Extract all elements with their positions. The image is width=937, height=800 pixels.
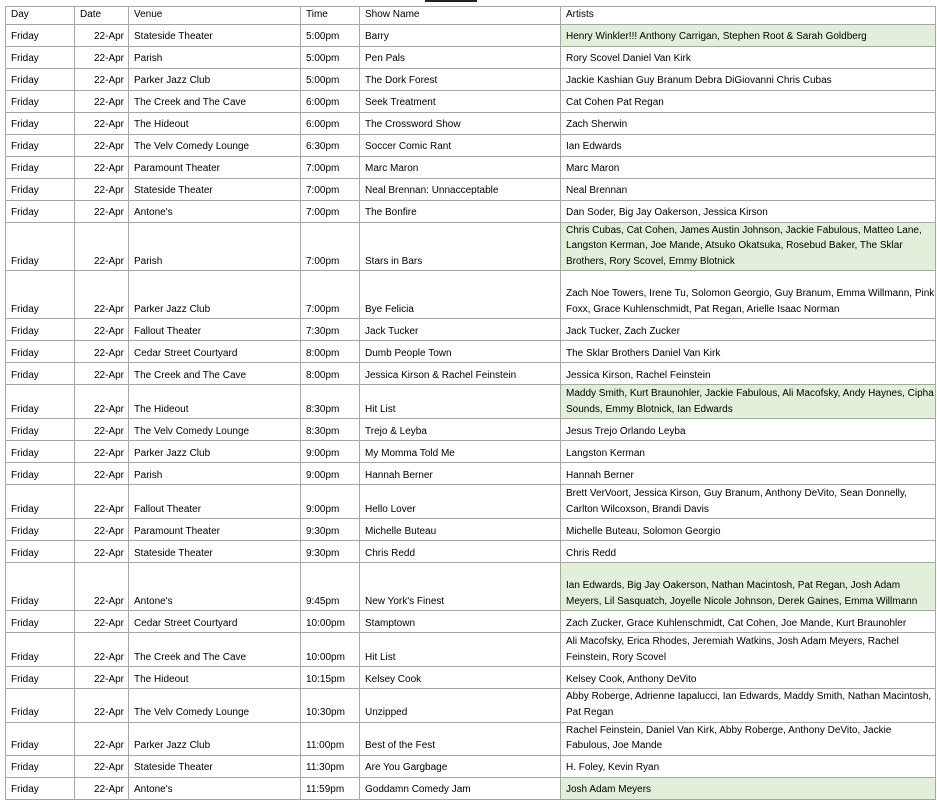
table-row [6, 319, 936, 341]
table-row [6, 689, 936, 722]
cell-date[interactable]: 22-Apr [75, 271, 129, 319]
cell-venue[interactable]: Paramount Theater [129, 519, 301, 541]
cell-date[interactable]: 22-Apr [75, 541, 129, 563]
cell-show-name[interactable]: The Dork Forest [360, 68, 561, 90]
cell-venue[interactable]: The Velv Comedy Lounge [129, 134, 301, 156]
cell-day[interactable]: Friday [6, 633, 75, 667]
cell-artists[interactable]: Hannah Berner [561, 463, 936, 485]
cell-venue[interactable]: Parish [129, 463, 301, 485]
table-row [6, 667, 936, 689]
table-row [6, 200, 936, 222]
cell-date[interactable]: 22-Apr [75, 441, 129, 463]
cell-show-name[interactable]: Marc Maron [360, 156, 561, 178]
cell-venue[interactable]: The Velv Comedy Lounge [129, 419, 301, 441]
cell-venue[interactable]: The Creek and The Cave [129, 90, 301, 112]
cell-date[interactable]: 22-Apr [75, 519, 129, 541]
cell-artists[interactable]: Jessica Kirson, Rachel Feinstein [561, 363, 936, 385]
cell-artists[interactable]: Chris Redd [561, 541, 936, 563]
cell-artists[interactable]: Cat Cohen Pat Regan [561, 90, 936, 112]
table-row [6, 755, 936, 777]
cell-time[interactable]: 6:00pm [301, 112, 360, 134]
cell-show-name[interactable]: The Bonfire [360, 200, 561, 222]
cell-time[interactable]: 8:30pm [301, 419, 360, 441]
cell-day[interactable]: Friday [6, 90, 75, 112]
cell-day[interactable]: Friday [6, 363, 75, 385]
cell-date[interactable]: 22-Apr [75, 134, 129, 156]
table-row [6, 134, 936, 156]
table-row [6, 463, 936, 485]
cell-time[interactable]: 7:00pm [301, 222, 360, 271]
cell-time[interactable]: 8:30pm [301, 385, 360, 419]
cell-show-name[interactable]: Hello Lover [360, 485, 561, 519]
cell-venue[interactable]: Stateside Theater [129, 178, 301, 200]
cell-time[interactable]: 9:45pm [301, 563, 360, 611]
cell-day[interactable]: Friday [6, 689, 75, 722]
cell-artists[interactable]: Maddy Smith, Kurt Braunohler, Jackie Fabulous, Ali Macofsky, Andy Haynes, Cipha Sounds, Emmy Blotnick, Ian Edwards [561, 385, 936, 419]
cell-artists[interactable]: The Sklar Brothers Daniel Van Kirk [561, 341, 936, 363]
cell-artists[interactable]: Zach Sherwin [561, 112, 936, 134]
cell-time[interactable]: 7:30pm [301, 319, 360, 341]
cell-show-name[interactable]: New York's Finest [360, 563, 561, 611]
cell-time[interactable]: 5:00pm [301, 46, 360, 68]
cell-day[interactable]: Friday [6, 341, 75, 363]
cell-artists[interactable]: Brett VerVoort, Jessica Kirson, Guy Branum, Anthony DeVito, Sean Donnelly, Carlton Wilcoxson, Brandi Davis [561, 485, 936, 519]
cell-show-name[interactable]: Stars in Bars [360, 222, 561, 271]
cell-date[interactable]: 22-Apr [75, 485, 129, 519]
cell-day[interactable]: Friday [6, 319, 75, 341]
table-row [6, 363, 936, 385]
table-row [6, 156, 936, 178]
cell-time[interactable]: 11:00pm [301, 722, 360, 755]
cell-day[interactable]: Friday [6, 178, 75, 200]
table-row [6, 563, 936, 611]
cell-show-name[interactable]: Stamptown [360, 611, 561, 633]
cell-artists[interactable]: Michelle Buteau, Solomon Georgio [561, 519, 936, 541]
header-artists[interactable]: Artists [561, 7, 936, 25]
cell-artists[interactable]: Chris Cubas, Cat Cohen, James Austin Johnson, Jackie Fabulous, Matteo Lane, Langston Kerman, Joe Mande, Atsuko Okatsuka, Rosebud Baker, The Sklar Brothers, Rory Scovel, Emmy Blotnick [561, 222, 936, 271]
cell-show-name[interactable]: Pen Pals [360, 46, 561, 68]
cell-day[interactable]: Friday [6, 563, 75, 611]
table-row [6, 46, 936, 68]
cell-venue[interactable]: Antone's [129, 563, 301, 611]
cell-venue[interactable]: Parker Jazz Club [129, 271, 301, 319]
cell-show-name[interactable]: Kelsey Cook [360, 667, 561, 689]
cell-artists[interactable]: Marc Maron [561, 156, 936, 178]
cell-venue[interactable]: Cedar Street Courtyard [129, 611, 301, 633]
cell-time[interactable]: 6:00pm [301, 90, 360, 112]
cell-day[interactable]: Friday [6, 541, 75, 563]
cell-artists[interactable]: Jackie Kashian Guy Branum Debra DiGiovanni Chris Cubas [561, 68, 936, 90]
cell-time[interactable]: 8:00pm [301, 341, 360, 363]
cell-artists[interactable]: Kelsey Cook, Anthony DeVito [561, 667, 936, 689]
cell-time[interactable]: 8:00pm [301, 363, 360, 385]
cell-artists[interactable]: Rachel Feinstein, Daniel Van Kirk, Abby Roberge, Anthony DeVito, Jackie Fabulous, Joe Mande [561, 722, 936, 755]
cell-show-name[interactable]: Michelle Buteau [360, 519, 561, 541]
cell-time[interactable]: 9:30pm [301, 541, 360, 563]
cell-artists[interactable]: Jesus Trejo Orlando Leyba [561, 419, 936, 441]
cell-show-name[interactable]: Are You Gargbage [360, 755, 561, 777]
cell-day[interactable]: Friday [6, 112, 75, 134]
cell-artists[interactable]: Neal Brennan [561, 178, 936, 200]
cell-day[interactable]: Friday [6, 755, 75, 777]
cell-show-name[interactable]: Trejo & Leyba [360, 419, 561, 441]
cell-show-name[interactable]: Hannah Berner [360, 463, 561, 485]
cell-venue[interactable]: Parker Jazz Club [129, 68, 301, 90]
table-row [6, 112, 936, 134]
cell-show-name[interactable]: Barry [360, 24, 561, 46]
cell-time[interactable]: 10:15pm [301, 667, 360, 689]
cell-date[interactable]: 22-Apr [75, 222, 129, 271]
cell-venue[interactable]: Parker Jazz Club [129, 441, 301, 463]
cell-show-name[interactable]: Hit List [360, 385, 561, 419]
cell-day[interactable]: Friday [6, 200, 75, 222]
cell-date[interactable]: 22-Apr [75, 463, 129, 485]
table-row [6, 541, 936, 563]
cell-venue[interactable]: The Hideout [129, 667, 301, 689]
header-time[interactable]: Time [301, 7, 360, 25]
cell-show-name[interactable]: The Crossword Show [360, 112, 561, 134]
table-row [6, 68, 936, 90]
cell-venue[interactable]: Antone's [129, 777, 301, 799]
cell-time[interactable]: 7:00pm [301, 156, 360, 178]
cell-date[interactable]: 22-Apr [75, 46, 129, 68]
cell-date[interactable]: 22-Apr [75, 385, 129, 419]
cell-date[interactable]: 22-Apr [75, 667, 129, 689]
cell-time[interactable]: 9:00pm [301, 463, 360, 485]
cell-time[interactable]: 10:00pm [301, 611, 360, 633]
cell-date[interactable]: 22-Apr [75, 777, 129, 799]
cell-time[interactable]: 5:00pm [301, 24, 360, 46]
cell-show-name[interactable]: Bye Felicia [360, 271, 561, 319]
cell-day[interactable]: Friday [6, 419, 75, 441]
cell-artists[interactable]: Jack Tucker, Zach Zucker [561, 319, 936, 341]
schedule-table [5, 6, 936, 800]
cell-day[interactable]: Friday [6, 463, 75, 485]
cell-venue[interactable]: Stateside Theater [129, 755, 301, 777]
cell-artists[interactable]: H. Foley, Kevin Ryan [561, 755, 936, 777]
cell-date[interactable]: 22-Apr [75, 722, 129, 755]
cell-venue[interactable]: Paramount Theater [129, 156, 301, 178]
cell-artists[interactable]: Zach Noe Towers, Irene Tu, Solomon Georgio, Guy Branum, Emma Willmann, Pink Foxx, Grace Kuhlenschmidt, Pat Regan, Arielle Isaac Norman [561, 271, 936, 319]
cell-venue[interactable]: Parker Jazz Club [129, 722, 301, 755]
cell-time[interactable]: 5:00pm [301, 68, 360, 90]
cell-artists[interactable]: Dan Soder, Big Jay Oakerson, Jessica Kirson [561, 200, 936, 222]
cell-show-name[interactable]: Jessica Kirson & Rachel Feinstein [360, 363, 561, 385]
cell-venue[interactable]: The Hideout [129, 385, 301, 419]
header-date[interactable]: Date [75, 7, 129, 25]
cell-time[interactable]: 11:59pm [301, 777, 360, 799]
cell-artists[interactable]: Josh Adam Meyers [561, 777, 936, 799]
table-row [6, 271, 936, 319]
header-row [6, 7, 936, 25]
table-row [6, 24, 936, 46]
cell-venue[interactable]: Fallout Theater [129, 319, 301, 341]
top-decoration [425, 0, 477, 2]
cell-date[interactable]: 22-Apr [75, 156, 129, 178]
cell-artists[interactable]: Ian Edwards, Big Jay Oakerson, Nathan Macintosh, Pat Regan, Josh Adam Meyers, Lil Sasquatch, Joyelle Nicole Johnson, Derek Gaines, Emma Willmann [561, 563, 936, 611]
cell-time[interactable]: 7:00pm [301, 178, 360, 200]
cell-venue[interactable]: Cedar Street Courtyard [129, 341, 301, 363]
header-show-name[interactable]: Show Name [360, 7, 561, 25]
cell-day[interactable]: Friday [6, 611, 75, 633]
table-row [6, 419, 936, 441]
cell-time[interactable]: 7:00pm [301, 271, 360, 319]
cell-show-name[interactable]: Soccer Comic Rant [360, 134, 561, 156]
cell-date[interactable]: 22-Apr [75, 178, 129, 200]
cell-show-name[interactable]: Goddamn Comedy Jam [360, 777, 561, 799]
cell-show-name[interactable]: Seek Treatment [360, 90, 561, 112]
header-venue[interactable]: Venue [129, 7, 301, 25]
cell-artists[interactable]: Ian Edwards [561, 134, 936, 156]
cell-date[interactable]: 22-Apr [75, 319, 129, 341]
cell-time[interactable]: 7:00pm [301, 200, 360, 222]
cell-artists[interactable]: Zach Zucker, Grace Kuhlenschmidt, Cat Cohen, Joe Mande, Kurt Braunohler [561, 611, 936, 633]
cell-day[interactable]: Friday [6, 667, 75, 689]
cell-venue[interactable]: Stateside Theater [129, 24, 301, 46]
cell-date[interactable]: 22-Apr [75, 633, 129, 667]
table-row [6, 178, 936, 200]
cell-venue[interactable]: Stateside Theater [129, 541, 301, 563]
cell-date[interactable]: 22-Apr [75, 24, 129, 46]
cell-artists[interactable]: Rory Scovel Daniel Van Kirk [561, 46, 936, 68]
cell-time[interactable]: 6:30pm [301, 134, 360, 156]
cell-day[interactable]: Friday [6, 46, 75, 68]
cell-day[interactable]: Friday [6, 722, 75, 755]
cell-date[interactable]: 22-Apr [75, 200, 129, 222]
cell-time[interactable]: 9:30pm [301, 519, 360, 541]
cell-date[interactable]: 22-Apr [75, 755, 129, 777]
cell-time[interactable]: 9:00pm [301, 441, 360, 463]
cell-time[interactable]: 10:00pm [301, 633, 360, 667]
table-row [6, 441, 936, 463]
cell-time[interactable]: 10:30pm [301, 689, 360, 722]
table-row [6, 385, 936, 419]
cell-date[interactable]: 22-Apr [75, 341, 129, 363]
table-row [6, 519, 936, 541]
cell-show-name[interactable]: Unzipped [360, 689, 561, 722]
table-row [6, 485, 936, 519]
cell-artists[interactable]: Abby Roberge, Adrienne Iapalucci, Ian Edwards, Maddy Smith, Nathan Macintosh, Pat Regan [561, 689, 936, 722]
cell-venue[interactable]: Parish [129, 222, 301, 271]
table-row [6, 222, 936, 271]
cell-show-name[interactable]: Neal Brennan: Unnacceptable [360, 178, 561, 200]
cell-date[interactable]: 22-Apr [75, 611, 129, 633]
table-row [6, 90, 936, 112]
cell-date[interactable]: 22-Apr [75, 363, 129, 385]
cell-day[interactable]: Friday [6, 134, 75, 156]
table-row [6, 633, 936, 667]
cell-day[interactable]: Friday [6, 271, 75, 319]
cell-show-name[interactable]: Chris Redd [360, 541, 561, 563]
cell-time[interactable]: 11:30pm [301, 755, 360, 777]
cell-venue[interactable]: The Velv Comedy Lounge [129, 689, 301, 722]
cell-venue[interactable]: Fallout Theater [129, 485, 301, 519]
cell-show-name[interactable]: Jack Tucker [360, 319, 561, 341]
cell-day[interactable]: Friday [6, 441, 75, 463]
table-row [6, 777, 936, 799]
cell-artists[interactable]: Ali Macofsky, Erica Rhodes, Jeremiah Watkins, Josh Adam Meyers, Rachel Feinstein, Rory Scovel [561, 633, 936, 667]
cell-show-name[interactable]: Hit List [360, 633, 561, 667]
cell-show-name[interactable]: Best of the Fest [360, 722, 561, 755]
header-day[interactable]: Day [6, 7, 75, 25]
cell-day[interactable]: Friday [6, 68, 75, 90]
cell-show-name[interactable]: Dumb People Town [360, 341, 561, 363]
cell-date[interactable]: 22-Apr [75, 112, 129, 134]
cell-venue[interactable]: The Creek and The Cave [129, 363, 301, 385]
cell-day[interactable]: Friday [6, 519, 75, 541]
cell-day[interactable]: Friday [6, 777, 75, 799]
cell-show-name[interactable]: My Momma Told Me [360, 441, 561, 463]
table-row [6, 722, 936, 755]
table-row [6, 611, 936, 633]
cell-date[interactable]: 22-Apr [75, 68, 129, 90]
cell-day[interactable]: Friday [6, 222, 75, 271]
cell-date[interactable]: 22-Apr [75, 689, 129, 722]
cell-venue[interactable]: The Creek and The Cave [129, 633, 301, 667]
cell-date[interactable]: 22-Apr [75, 90, 129, 112]
cell-artists[interactable]: Henry Winkler!!! Anthony Carrigan, Stephen Root & Sarah Goldberg [561, 24, 936, 46]
cell-time[interactable]: 9:00pm [301, 485, 360, 519]
table-row [6, 341, 936, 363]
cell-day[interactable]: Friday [6, 24, 75, 46]
cell-date[interactable]: 22-Apr [75, 419, 129, 441]
cell-artists[interactable]: Langston Kerman [561, 441, 936, 463]
cell-day[interactable]: Friday [6, 156, 75, 178]
cell-date[interactable]: 22-Apr [75, 563, 129, 611]
cell-venue[interactable]: Antone's [129, 200, 301, 222]
cell-day[interactable]: Friday [6, 385, 75, 419]
cell-venue[interactable]: The Hideout [129, 112, 301, 134]
cell-venue[interactable]: Parish [129, 46, 301, 68]
cell-day[interactable]: Friday [6, 485, 75, 519]
